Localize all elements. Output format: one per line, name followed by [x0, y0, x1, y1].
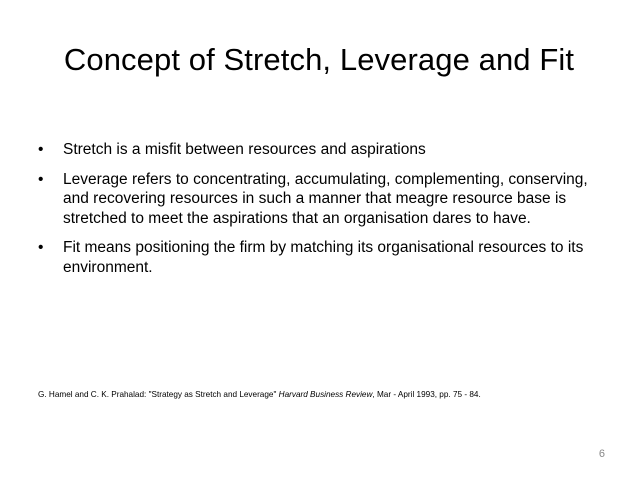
slide-title: Concept of Stretch, Leverage and Fit [63, 42, 575, 77]
page-number: 6 [598, 448, 605, 460]
bullet-icon: • [38, 239, 44, 256]
bullet-icon: • [38, 141, 44, 158]
footnote-journal: Harvard Business Review [278, 390, 373, 399]
bullet-item-fit [38, 238, 598, 277]
bullet-text: Fit means positioning the firm by matching its organisational resources to its environment. [63, 239, 584, 276]
bullet-text: Stretch is a misfit between resources and aspirations [63, 141, 426, 158]
bullet-text: Leverage refers to concentrating, accumulating, complementing, conserving, and recovering resources in such a manner that meagre resource base is stretched to meet the aspirations that an organisation dares to have. [63, 170, 588, 227]
reference-footnote [38, 389, 618, 401]
bullet-item-stretch [38, 140, 598, 160]
footnote-details: , Mar - April 1993, pp. 75 - 84. [372, 390, 481, 399]
footnote-authors-title: G. Hamel and C. K. Prahalad: "Strategy as Stretch and Leverage" [38, 390, 279, 399]
bullet-icon: • [38, 170, 44, 188]
bullet-list [38, 140, 598, 287]
bullet-item-leverage [38, 170, 598, 229]
